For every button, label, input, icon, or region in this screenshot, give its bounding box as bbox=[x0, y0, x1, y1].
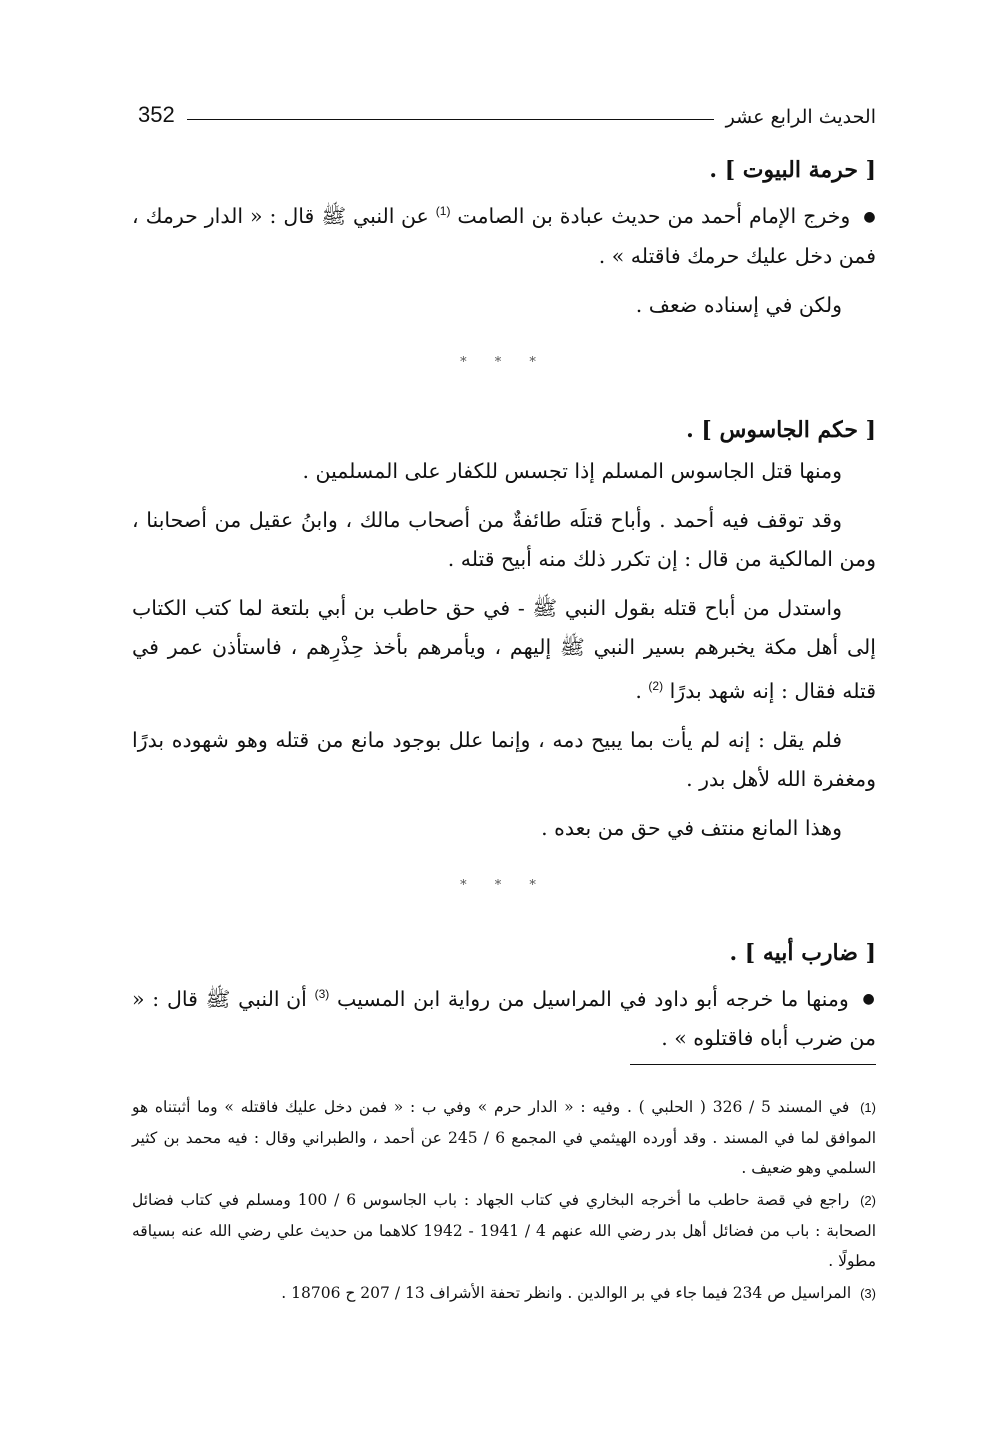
paragraph-text: . bbox=[635, 678, 642, 703]
bullet-icon: ● bbox=[863, 208, 876, 225]
page-number: 352 bbox=[138, 102, 175, 127]
footnote-text: في المسند 5 / 326 ( الحلبي ) . وفيه : « الدار حرم » وفي ب : « فمن دخل عليك فاقتله » وما أثبتناه هو الموافق لما في المسند . وقد أورده الهيثمي في المجمع 6 / 245 عن أحمد ، والطبراني وقال : فيه محمد بن كثير السلمي وهو ضعيف . bbox=[132, 1098, 877, 1177]
footnote-number: (3) bbox=[860, 1286, 876, 1301]
running-title: الحديث الرابع عشر bbox=[725, 106, 876, 128]
paragraph-text: أن النبي ﷺ قال : « من ضرب أباه فاقتلوه » . bbox=[132, 986, 876, 1051]
footnote-rule bbox=[630, 1064, 876, 1065]
section-separator: * * * bbox=[460, 354, 548, 370]
section-separator: * * * bbox=[460, 877, 548, 893]
paragraph bbox=[132, 452, 876, 491]
bullet-icon: ● bbox=[862, 991, 876, 1008]
footnote-number: (2) bbox=[860, 1193, 876, 1208]
page-header bbox=[132, 94, 876, 128]
footnote-ref[interactable]: (1) bbox=[435, 204, 451, 218]
paragraph-text: وخرج الإمام أحمد من حديث عبادة بن الصامت bbox=[457, 203, 851, 228]
body-text bbox=[132, 148, 876, 1068]
paragraph bbox=[132, 192, 876, 276]
section-heading: [ ضارب أبيه ] . bbox=[729, 939, 876, 966]
paragraph-text: ولكن في إسناده ضعف . bbox=[635, 292, 842, 317]
footnotes bbox=[132, 1092, 876, 1311]
paragraph bbox=[132, 809, 876, 848]
footnote-ref[interactable]: (2) bbox=[648, 678, 664, 693]
footnote bbox=[132, 1278, 876, 1309]
section-heading: [ حرمة البيوت ] . bbox=[709, 157, 876, 183]
footnote-text: المراسيل ص 234 فيما جاء في بر الوالدين . وانظر تحفة الأشراف 13 / 207 ح 18706 . bbox=[281, 1284, 852, 1302]
header-rule bbox=[187, 119, 714, 120]
footnote-number: (1) bbox=[860, 1100, 876, 1115]
footnote-ref[interactable]: (3) bbox=[314, 986, 330, 1001]
section-heading: [ حكم الجاسوس ] . bbox=[686, 416, 876, 443]
footnote bbox=[132, 1185, 876, 1276]
footnote bbox=[132, 1092, 876, 1183]
paragraph bbox=[132, 501, 876, 579]
footnote-text: راجع في قصة حاطب ما أخرجه البخاري في كتاب الجهاد : باب الجاسوس 6 / 100 ومسلم في كتاب فضائل الصحابة : باب من فضائل أهل بدر رضي الله عنهم 4 / 1941 - 1942 كلاهما من حديث علي رضي الله عنه بسياقه مطولًا . bbox=[132, 1191, 877, 1270]
paragraph-text: عن النبي ﷺ قال : « الدار حرمك ، فمن دخل عليك حرمك فاقتله » . bbox=[132, 203, 876, 268]
paragraph-text: فلم يقل : إنه لم يأت بما يبيح دمه ، وإنما علل بوجود مانع من قتله وهو شهوده بدرًا ومغفرة الله لأهل بدر . bbox=[132, 727, 876, 791]
paragraph-text: وقد توقف فيه أحمد . وأباح قتلَه طائفةٌ من أصحاب مالك ، وابنُ عقيل من أصحابنا ، ومن المالكية من قال : إن تكرر ذلك منه أبيح قتله . bbox=[132, 507, 876, 571]
paragraph bbox=[132, 721, 876, 799]
paragraph-text: ومنها قتل الجاسوس المسلم إذا تجسس للكفار على المسلمين . bbox=[302, 458, 842, 483]
paragraph bbox=[132, 975, 876, 1059]
paragraph-text: واستدل من أباح قتله بقول النبي ﷺ - في حق حاطب بن أبي بلتعة لما كتب الكتاب إلى أهل مكة يخبرهم بسير النبي ﷺ إليهم ، ويأمرهم بأخذ حِذْرِهم ، فاستأذن عمر في قتله فقال : إنه شهد بدرًا bbox=[132, 595, 876, 703]
paragraph-text: وهذا المانع منتف في حق من بعده . bbox=[541, 815, 842, 840]
paragraph-text: ومنها ما خرجه أبو داود في المراسيل من رواية ابن المسيب bbox=[337, 986, 849, 1011]
paragraph bbox=[132, 589, 876, 711]
paragraph bbox=[132, 286, 876, 325]
